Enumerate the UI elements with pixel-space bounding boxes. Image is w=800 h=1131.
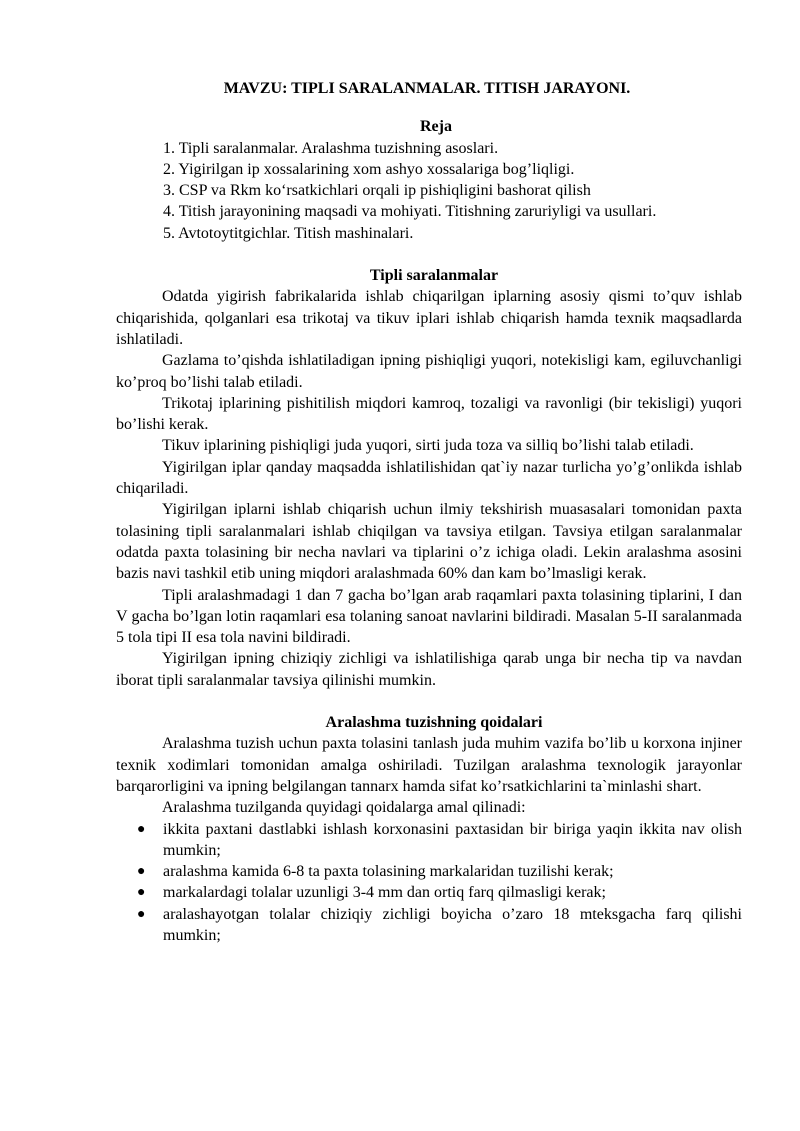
paragraph: Yigirilgan ipning chiziqiy zichligi va ishlatilishiga qarab unga bir necha tip va navdan iborat tipli saralanmalar tavsiya qilinishi mumkin.	[116, 650, 742, 689]
paragraph: Yigirilgan iplar qanday maqsadda ishlatilishidan qat`iy nazar turlicha yo’g’onlikda ishlab chiqariladi.	[116, 458, 742, 498]
rules-list	[116, 819, 742, 947]
section-heading-qoidalar: Aralashma tuzishning qoidalari	[325, 714, 543, 732]
paragraph: Aralashma tuzish uchun paxta tolasini tanlash juda muhim vazifa bo’lib u korxona injiner texnik xodimlari tomonidan amalga oshiriladi. Tuzilgan aralashma texnologik jarayonlar barqarorligini va ipning belgilangan tannarx hamda sifat ko’rsatkichlarini ta`minlashi shart.	[116, 735, 742, 795]
plan-item: 4. Titish jarayonining maqsadi va mohiyati. Titishning zaruriyligi va usullari.	[163, 203, 657, 221]
section-heading-tipli: Tipli saralanmalar	[369, 267, 499, 285]
paragraph: Aralashma tuzilganda quyidagi qoidalarga amal qilinadi:	[162, 799, 526, 817]
plan-item: 2. Yigirilgan ip xossalarining xom ashyo xossalariga bog’liqligi.	[163, 160, 575, 178]
list-item-text: ikkita paxtani dastlabki ishlash korxonasini paxtasidan bir biriga yaqin ikkita nav olish mumkin;	[163, 820, 742, 859]
bullet-icon: ●	[137, 821, 146, 837]
list-item	[137, 819, 742, 862]
plan-heading: Reja	[420, 118, 452, 136]
paragraph: Tipli aralashmadagi 1 dan 7 gacha bo’lgan arab raqamlari paxta tolasining tiplarini, I dan V gacha bo’lgan lotin raqamlari esa tolaning sanoat navlarini bildiradi. Masalan 5-II saralanmada 5 tola tipi II esa tola navini bildiradi.	[116, 586, 742, 647]
list-item	[137, 861, 742, 882]
plan-item: 1. Tipli saralanmalar. Aralashma tuzishning asoslari.	[163, 139, 499, 157]
paragraph: Yigirilgan iplarni ishlab chiqarish uchun ilmiy tekshirish muasasalari tomonidan paxta tolasining tipli saralanmalari ishlab chiqilgan va tavsiya etilgan. Tavsiya etilgan saralanmalar odatda paxta tolasining bir necha navlari va tiplarini o’z ichiga oladi. Lekin aralashma asosini bazis navi tashkil etib uning miqdori aralashmada 60% dan kam bo’lmasligi kerak.	[116, 501, 742, 583]
list-item-text: aralashma kamida 6-8 ta paxta tolasining markalaridan tuzilishi kerak;	[163, 863, 614, 881]
paragraph: Gazlama to’qishda ishlatiladigan ipning pishiqligi yuqori, notekisligi kam, egiluvchanligi ko’proq bo’lishi talab etiladi.	[116, 352, 742, 391]
plan-item: 5. Avtotoytitgichlar. Titish mashinalari.	[163, 224, 414, 242]
plan-list	[116, 138, 742, 244]
paragraph: Trikotaj iplarining pishitilish miqdori kamroq, tozaligi va ravonligi (bir tekisligi) yuqori bo’lishi kerak.	[116, 394, 742, 434]
list-item	[137, 904, 742, 947]
plan-item: 3. CSP va Rkm koʻrsatkichlari orqali ip pishiqligini bashorat qilish	[163, 182, 591, 200]
list-item-text: markalardagi tolalar uzunligi 3-4 mm dan ortiq farq qilmasligi kerak;	[163, 884, 606, 902]
bullet-icon: ●	[137, 864, 146, 880]
paragraph: Odatda yigirish fabrikalarida ishlab chiqarilgan iplarning asosiy qismi to’quv ishlab chiqarishida, qolganlari esa trikotaj va tikuv iplari ishlab chiqarish hamda texnik maqsadlarda ishlatiladi.	[116, 288, 742, 348]
list-item	[137, 882, 742, 903]
list-item-text: aralashayotgan tolalar chiziqiy zichligi boyicha o’zaro 18 mteksgacha farq qilishi mumkin;	[163, 905, 742, 944]
paragraph: Tikuv iplarining pishiqligi juda yuqori, sirti juda toza va silliq bo’lishi talab etiladi.	[162, 437, 694, 455]
bullet-icon: ●	[137, 885, 146, 901]
bullet-icon: ●	[137, 906, 146, 922]
document-title: MAVZU: TIPLI SARALANMALAR. TITISH JARAYONI.	[223, 80, 631, 97]
